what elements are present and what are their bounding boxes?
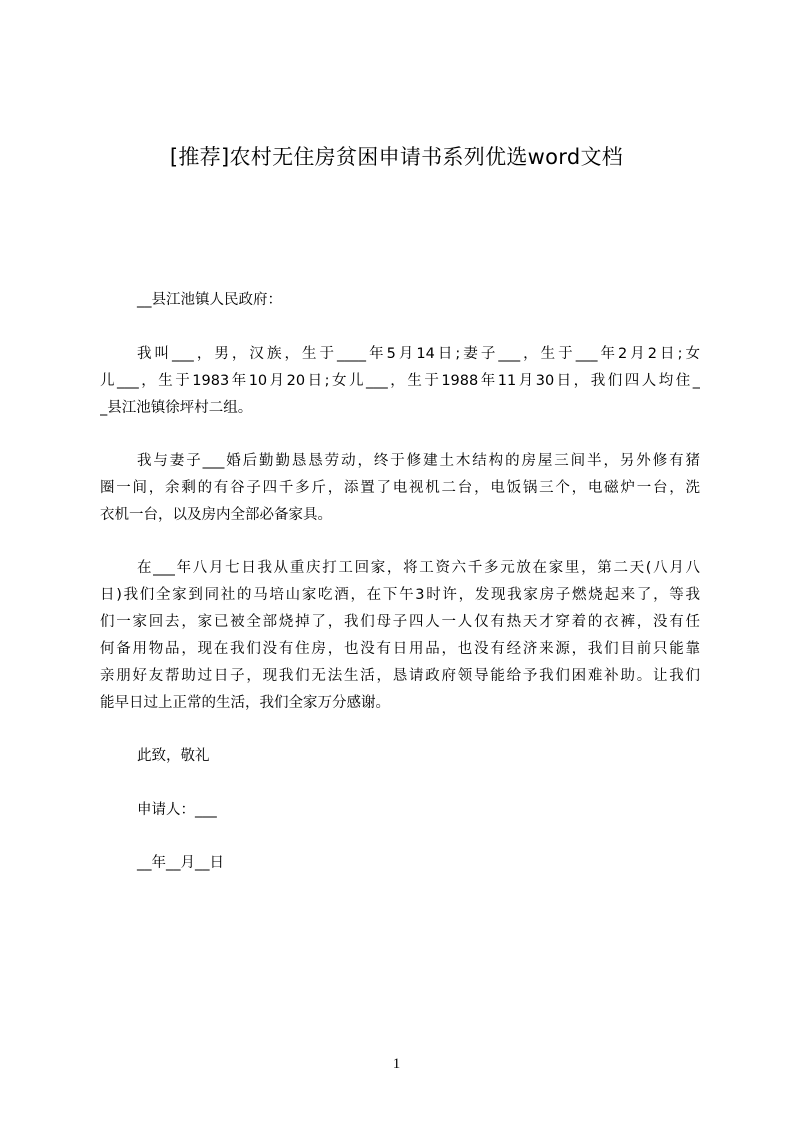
salutation: __县江池镇人民政府：	[137, 292, 282, 308]
paragraph-2-line-1: 我与妻子___婚后勤勤恳恳劳动，终于修建土木结构的房屋三间半，另外修有猪	[137, 453, 700, 469]
paragraph-2-line-3: 衣机一台，以及房内全部必备家具。	[100, 507, 332, 523]
page-number: 1	[392, 1056, 401, 1072]
paragraph-1-line-1: 我叫___，男，汉族，生于____年5月14日;妻子___，生于___年2月2日;女	[137, 346, 700, 362]
applicant-line: 申请人：___	[137, 802, 217, 818]
paragraph-3-line-4: 何备用物品，现在我们没有住房，也没有日用品，也没有经济来源，我们目前只能靠	[100, 641, 700, 657]
paragraph-3-line-2: 日)我们全家到同社的马培山家吃酒，在下午3时许，发现我家房子燃烧起来了，等我	[100, 587, 700, 603]
paragraph-3-line-1: 在___年八月七日我从重庆打工回家，将工资六千多元放在家里，第二天(八月八	[137, 560, 700, 576]
paragraph-1-line-2: 儿___，生于1983年10月20日;女儿___，生于1988年11月30日，我们四人均住_	[100, 373, 700, 389]
paragraph-2-line-2: 圈一间，余剩的有谷子四千多斤，添置了电视机二台，电饭锅三个，电磁炉一台，洗	[100, 480, 700, 496]
closing: 此致，敬礼	[137, 748, 210, 764]
paragraph-3-line-3: 们一家回去，家已被全部烧掉了，我们母子四人一人仅有热天才穿着的衣裤，没有任	[100, 614, 700, 630]
paragraph-1-line-3: _县江池镇徐坪村二组。	[100, 400, 253, 416]
paragraph-3-line-6: 能早日过上正常的生活，我们全家万分感谢。	[100, 695, 390, 711]
date-line: __年__月__日	[137, 855, 224, 871]
paragraph-3-line-5: 亲朋好友帮助过日子，现我们无法生活，恳请政府领导能给予我们困难补助。让我们	[100, 668, 700, 684]
document-title: [推荐]农村无住房贫困申请书系列优选word文档	[169, 145, 624, 169]
